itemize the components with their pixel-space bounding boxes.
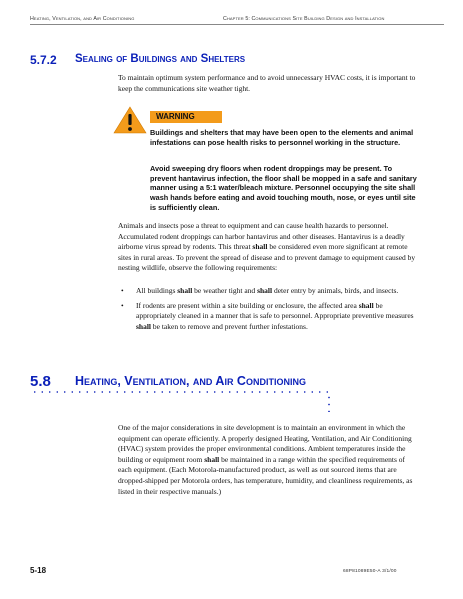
running-header-left: Heating, Ventilation, and Air Conditioning — [30, 16, 135, 22]
requirements-list — [118, 286, 418, 336]
header-rule — [30, 24, 444, 25]
intro-paragraph: To maintain optimum system performance and to avoid unnecessary HVAC costs, it is important to keep the communications site weather tight. — [118, 73, 416, 93]
warning-label: WARNING — [150, 111, 222, 123]
warning-triangle-icon — [113, 106, 147, 134]
list-item: • All buildings shall be weather tight and shall deter entry by animals, birds, and insects. — [121, 286, 399, 295]
document-id: 68P81089E50-A 3/1/00 — [343, 569, 397, 574]
list-item: • If rodents are present within a site building or enclosure, the affected area shall be appropriately cleaned in a manner that is safe to personnel. Appropriate preventive measures shall be taken to remove and prevent further infestations. — [121, 300, 414, 331]
dotted-rule — [31, 390, 331, 394]
section-number: 5.8 — [30, 373, 51, 390]
animals-paragraph: Animals and insects pose a threat to equipment and can cause health hazards to personnel. Accumulated rodent droppings can harbor hantavirus and other diseases. Hantavirus is a deadly airborne virus spread by rodents. This threat shall be considered even more significant at remote sites in rural areas. To prevent the spread of disease and to prevent damage to equipment caused by nesting wildlife, observe the following requirements: — [118, 221, 416, 273]
warning-text-1: Buildings and shelters that may have been open to the elements and animal infestations can pose health risks to personnel working in the structure. — [150, 128, 414, 147]
page-number: 5-18 — [30, 566, 47, 575]
dotted-rule-vertical — [327, 394, 331, 412]
section-title: Heating, Ventilation, and Air Conditioning — [75, 374, 306, 388]
hvac-paragraph: One of the major considerations in site development is to maintain an environment in which the equipment can operate efficiently. A properly designed Heating, Ventilation, and Air Conditioning (HVAC) system provides the proper environmental conditions. Ambient temperatures inside the building or equipment room shall be maintained in a range within the specified requirements of each equipment. (Each Motorola-manufactured product, as well as out sourced items that are dropped-shipped per Motorola orders, has temperature, humidity, and cleanliness requirements, as listed in their respective manuals.) — [118, 423, 413, 496]
section-title: Sealing of Buildings and Shelters — [75, 53, 246, 65]
running-header-right: Chapter 5: Communications Site Building Design and Installation — [223, 16, 385, 22]
warning-text-2: Avoid sweeping dry floors when rodent droppings may be present. To prevent hantavirus infection, the floor shall be mopped in a safe and sanitary manner using a 5:1 water/bleach mixture. Personnel occupying the site shall wash hands before eating and avoid touching mouth, nose, or eyes until site is sufficiently clean. — [150, 164, 417, 212]
section-number: 5.7.2 — [30, 53, 57, 67]
